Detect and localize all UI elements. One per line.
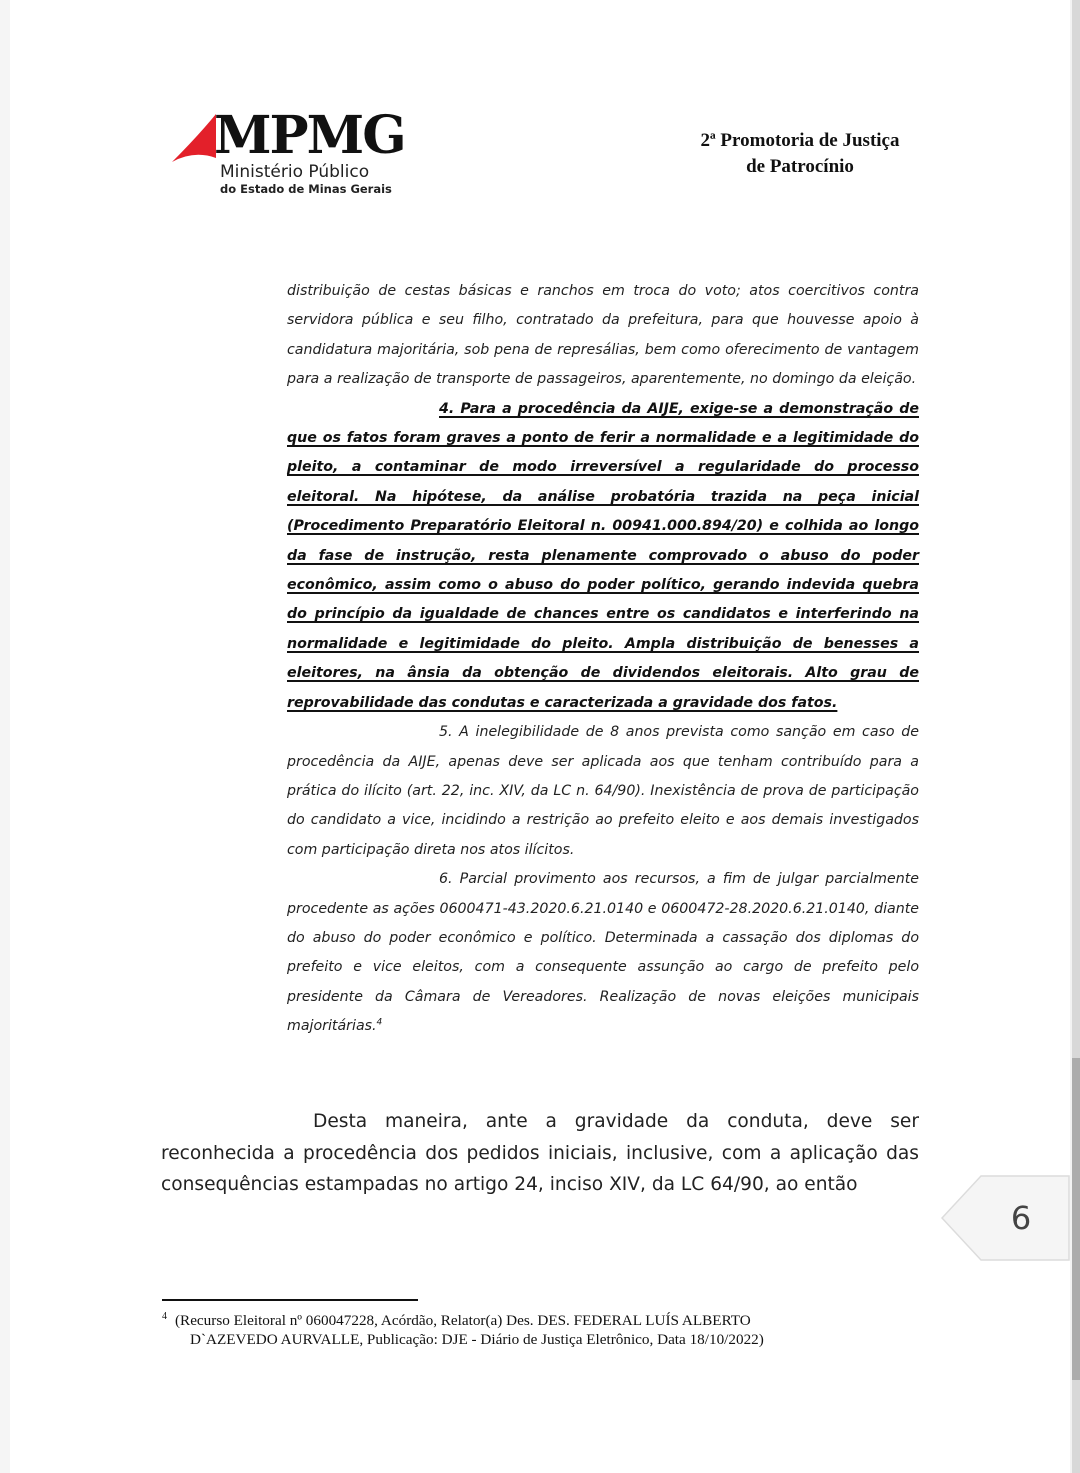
office-heading <box>680 128 920 180</box>
page-number: 6 <box>1010 1199 1032 1237</box>
footnote-reference[interactable]: 4 <box>376 1017 383 1028</box>
footnote-line-1: (Recurso Eleitoral nº 060047228, Acórdão, Relator(a) Des. DES. FEDERAL LUÍS ALBERTO <box>175 1312 751 1329</box>
logo-triangle-icon <box>172 114 218 164</box>
logo-acronym: MPMG <box>214 105 405 166</box>
footnote-line-2: D`AZEVEDO AURVALLE, Publicação: DJE - Diário de Justiça Eletrônico, Data 18/10/2022) <box>190 1331 764 1348</box>
case-law-quote <box>287 277 919 1042</box>
left-gutter <box>0 0 10 1473</box>
quote-paragraph-6 <box>287 865 919 1041</box>
quote-paragraph-4 <box>287 395 919 718</box>
page-indicator <box>941 1175 1070 1261</box>
body-paragraph: Desta maneira, ante a gravidade da conduta, deve ser reconhecida a procedência dos pedidos iniciais, inclusive, com a aplicação das consequências estampadas no artigo 24, inciso XIV, da LC 64/90, ao então <box>161 1111 919 1195</box>
office-line-2: de Patrocínio <box>746 156 854 177</box>
quote-paragraph-4-text: 4. Para a procedência da AIJE, exige-se a demonstração de que os fatos foram graves a ponto de ferir a normalidade e a legitimidade do pleito, a contaminar de modo irreversível a regularidade do processo eleitoral. Na hipótese, da análise probatória trazida na peça inicial (Procedimento Preparatório Eleitoral n. 00941.000.894/20) e colhida ao longo da fase de instrução, resta plenamente comprovado o abuso do poder econômico, assim como o abuso do poder político, gerando indevida quebra do princípio da igualdade de chances entre os candidatos e interferindo na normalidade e legitimidade do pleito. Ampla distribuição de benesses a eleitores, na ânsia da obtenção de dividendos eleitorais. Alto grau de reprovabilidade das condutas e caracterizada a gravidade dos fatos. <box>287 400 919 711</box>
footnote-separator <box>162 1299 418 1301</box>
quote-paragraph-5: 5. A inelegibilidade de 8 anos prevista como sanção em caso de procedência da AIJE, apenas deve ser aplicada aos que tenham contribuído para a prática do ilícito (art. 22, inc. XIV, da LC n. 64/90). Inexistência de prova de participação do candidato a vice, incidindo a restrição ao prefeito eleito e aos demais investigados com participação direta nos atos ilícitos. <box>287 724 919 858</box>
logo-line-1: Ministério Público <box>220 162 370 182</box>
logo-line-2: do Estado de Minas Gerais <box>220 182 392 196</box>
quote-paragraph-3-tail: distribuição de cestas básicas e ranchos em troca do voto; atos coercitivos contra servidora pública e seu filho, contratado da prefeitura, para que houvesse apoio à candidatura majoritária, sob pena de represálias, bem como oferecimento de vantagem para a realização de transporte de passageiros, aparentemente, no domingo da eleição. <box>287 283 919 388</box>
scrollbar-thumb[interactable] <box>1072 1058 1080 1380</box>
quote-paragraph-6-text: 6. Parcial provimento aos recursos, a fim de julgar parcialmente procedente as ações 0600471-43.2020.6.21.0140 e 0600472-28.2020.6.21.0140, diante do abuso do poder econômico e político. Determinada a cassação dos diplomas do prefeito e vice eleitos, com a consequente assunção ao cargo de prefeito pelo presidente da Câmara de Vereadores. Realização de novas eleições municipais majoritárias. <box>287 871 919 1035</box>
mpmg-logo <box>172 105 405 202</box>
footnote <box>162 1311 919 1349</box>
footnote-marker: 4 <box>162 1310 167 1322</box>
office-line-1: 2ª Promotoria de Justiça <box>700 130 900 151</box>
